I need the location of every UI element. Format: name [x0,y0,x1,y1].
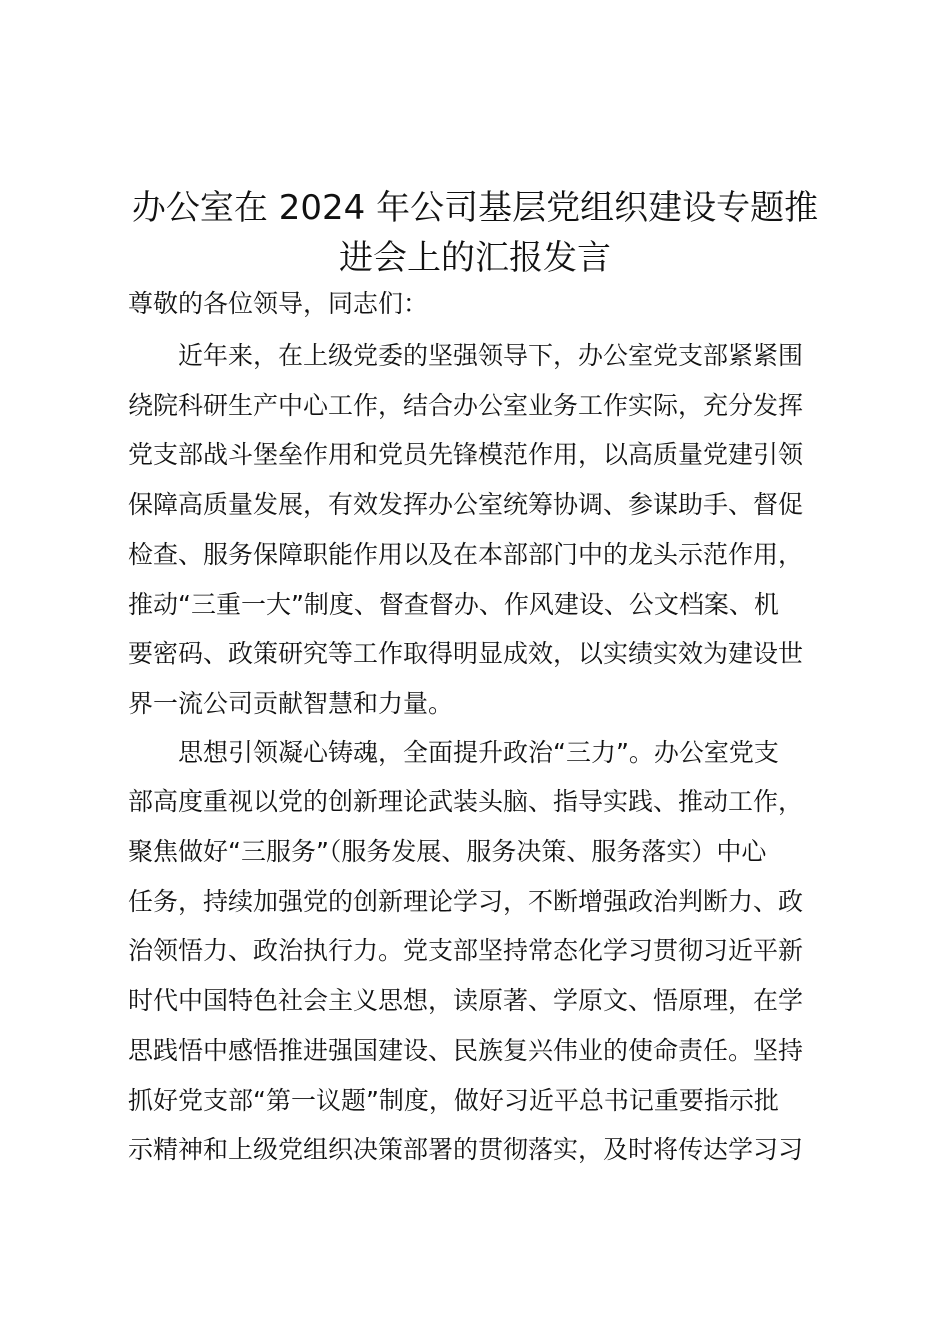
salutation-text: 尊敬的各位领导，同志们： [128,289,429,318]
paragraph-2-line-7-text: 思践悟中感悟推进强国建设、民族复兴伟业的使命责任。坚持 [128,1036,804,1065]
paragraph-2-line-2-text: 部高度重视以党的创新理论武装头脑、指导实践、推动工作， [128,787,804,816]
paragraph-1-line-8-text: 界一流公司贡献智慧和力量。 [128,689,454,718]
paragraph-2-line-8-text: 抓好党支部“第一议题”制度，做好习近平总书记重要指示批 [128,1086,779,1115]
paragraph-1-line-3-text: 党支部战斗堡垒作用和党员先锋模范作用，以高质量党建引领 [128,440,804,469]
paragraph-1-line-4-text: 保障高质量发展，有效发挥办公室统筹协调、参谋助手、督促 [128,490,804,519]
paragraph-2-line-1-text: 思想引领凝心铸魂，全面提升政治“三力”。办公室党支 [178,738,779,767]
paragraph-1-line-7-text: 要密码、政策研究等工作取得明显成效，以实绩实效为建设世 [128,639,804,668]
paragraph-1-line-5-text: 检查、服务保障职能作用以及在本部部门中的龙头示范作用， [128,540,804,569]
paragraph-1-line-1-text: 近年来，在上级党委的坚强领导下，办公室党支部紧紧围 [178,341,804,370]
paragraph-2-line-4-text: 任务，持续加强党的创新理论学习，不断增强政治判断力、政 [128,887,804,916]
paragraph-1-line-2-text: 绕院科研生产中心工作，结合办公室业务工作实际，充分发挥 [128,391,804,420]
document-title-line-2: 进会上的汇报发言 [339,238,611,278]
paragraph-1-line-6-text: 推动“三重一大”制度、督查督办、作风建设、公文档案、机 [128,590,779,619]
document-title-line-1: 办公室在 2024 年公司基层党组织建设专题推 [131,188,819,228]
paragraph-2-line-5-text: 治领悟力、政治执行力。党支部坚持常态化学习贯彻习近平新 [128,936,804,965]
paragraph-2-line-3-text: 聚焦做好“三服务”（服务发展、服务决策、服务落实）中心 [128,837,767,866]
paragraph-2-line-6-text: 时代中国特色社会主义思想，读原著、学原文、悟原理，在学 [128,986,804,1015]
paragraph-2-line-9-text: 示精神和上级党组织决策部署的贯彻落实，及时将传达学习习 [128,1135,804,1164]
